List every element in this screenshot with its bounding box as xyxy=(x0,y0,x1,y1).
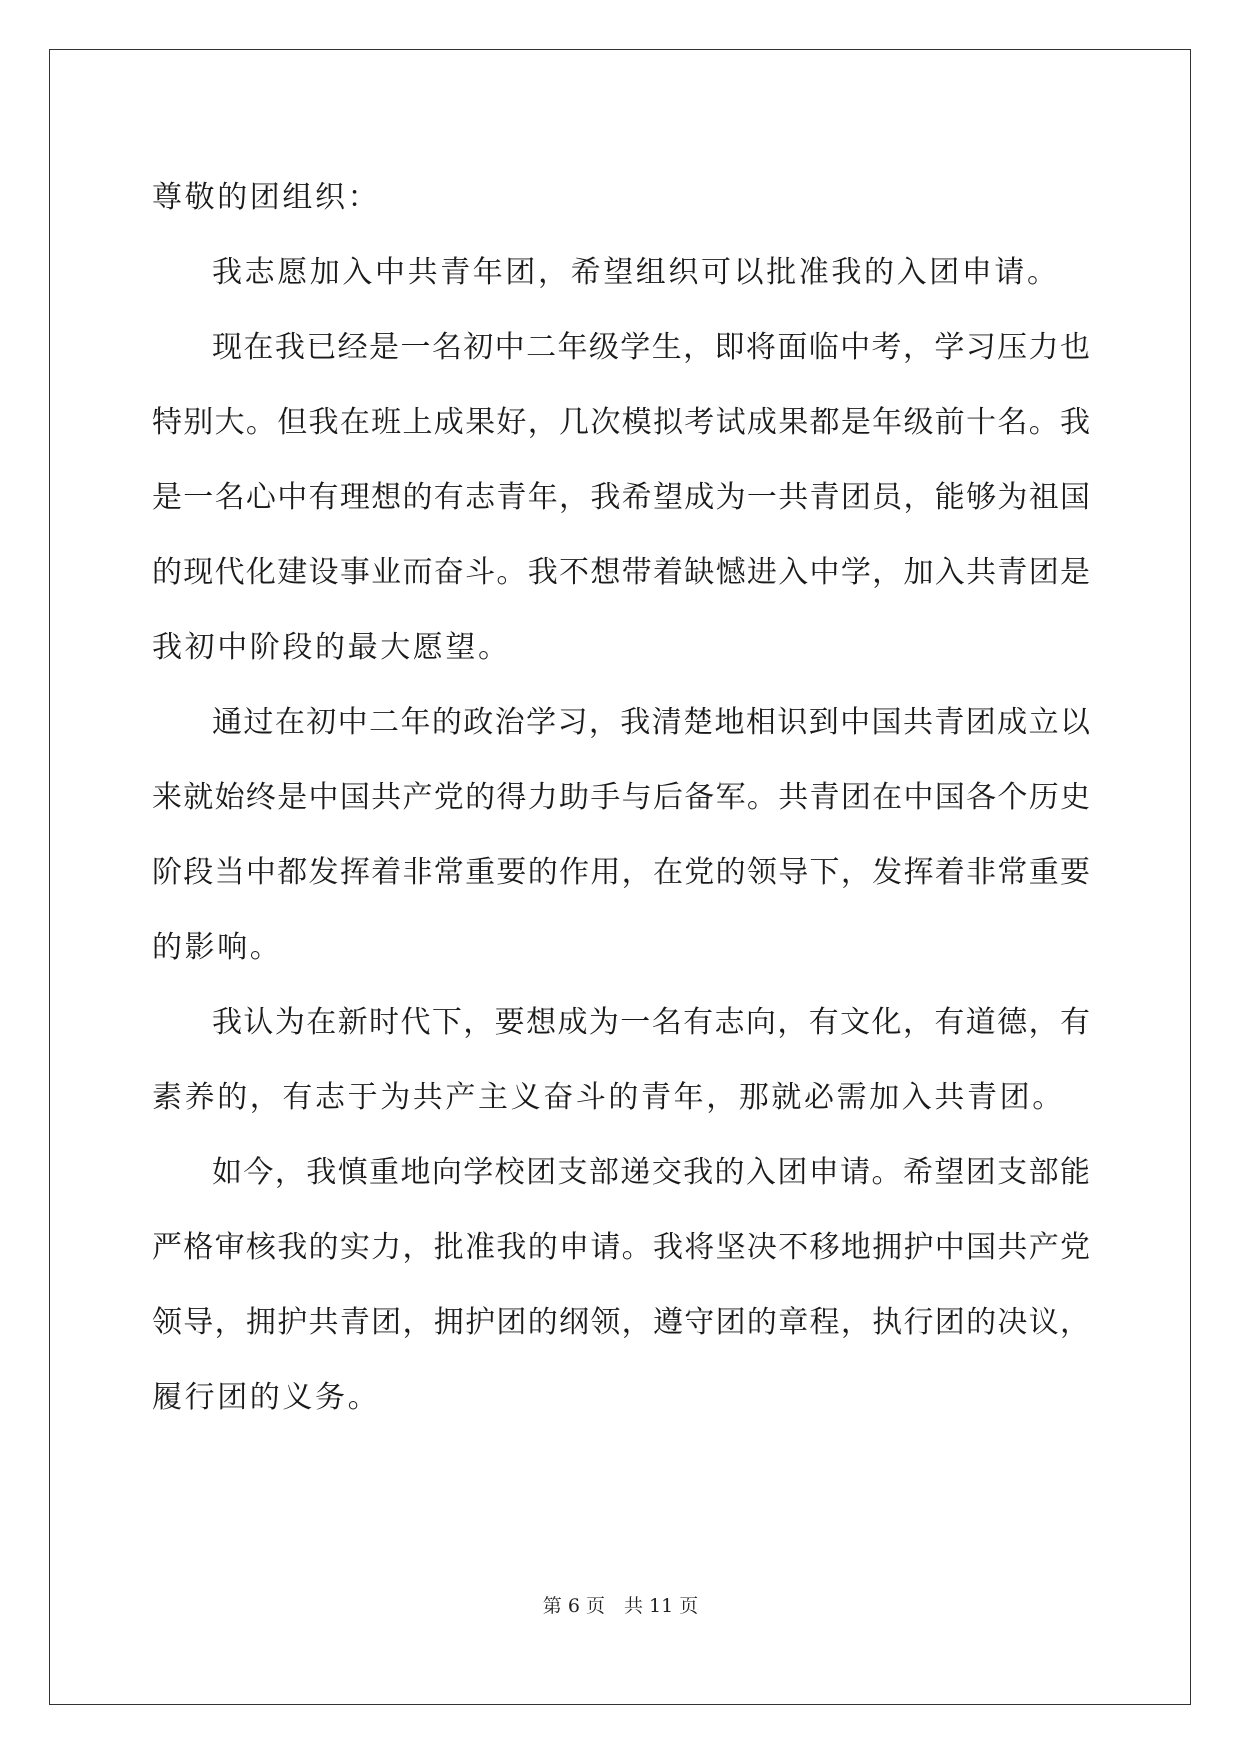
paragraph-4-line-2: 素养的，有志于为共产主义奋斗的青年，那就必需加入共青团。 xyxy=(152,1080,1065,1115)
paragraph-3-line-2: 来就始终是中国共产党的得力助手与后备军。共青团在中国各个历史 xyxy=(152,780,1090,815)
paragraph-5-line-4: 履行团的义务。 xyxy=(152,1380,381,1415)
paragraph-3-line-1: 通过在初中二年的政治学习，我清楚地相识到中国共青团成立以 xyxy=(212,705,1090,740)
page-number-footer: 第 6 页 共 11 页 xyxy=(542,1595,699,1617)
paragraph-3-line-4: 的影响。 xyxy=(152,930,283,965)
paragraph-5-line-1: 如今，我慎重地向学校团支部递交我的入团申请。希望团支部能 xyxy=(212,1155,1090,1190)
paragraph-5-line-3: 领导，拥护共青团，拥护团的纲领，遵守团的章程，执行团的决议， xyxy=(152,1305,1090,1340)
salutation: 尊敬的团组织： xyxy=(152,180,381,215)
paragraph-1-line-1: 我志愿加入中共青年团，希望组织可以批准我的入团申请。 xyxy=(212,255,1060,290)
paragraph-2-line-5: 我初中阶段的最大愿望。 xyxy=(152,630,511,665)
paragraph-2-line-2: 特别大。但我在班上成果好，几次模拟考试成果都是年级前十名。我 xyxy=(152,405,1090,440)
paragraph-4-line-1: 我认为在新时代下，要想成为一名有志向，有文化，有道德，有 xyxy=(212,1005,1090,1040)
document-body xyxy=(152,160,1090,1435)
paragraph-2-line-3: 是一名心中有理想的有志青年，我希望成为一共青团员，能够为祖国 xyxy=(152,480,1090,515)
paragraph-3-line-3: 阶段当中都发挥着非常重要的作用，在党的领导下，发挥着非常重要 xyxy=(152,855,1090,890)
paragraph-2-line-4: 的现代化建设事业而奋斗。我不想带着缺憾进入中学，加入共青团是 xyxy=(152,555,1090,590)
paragraph-5-line-2: 严格审核我的实力，批准我的申请。我将坚决不移地拥护中国共产党 xyxy=(152,1230,1090,1265)
paragraph-2-line-1: 现在我已经是一名初中二年级学生，即将面临中考，学习压力也 xyxy=(212,330,1090,365)
